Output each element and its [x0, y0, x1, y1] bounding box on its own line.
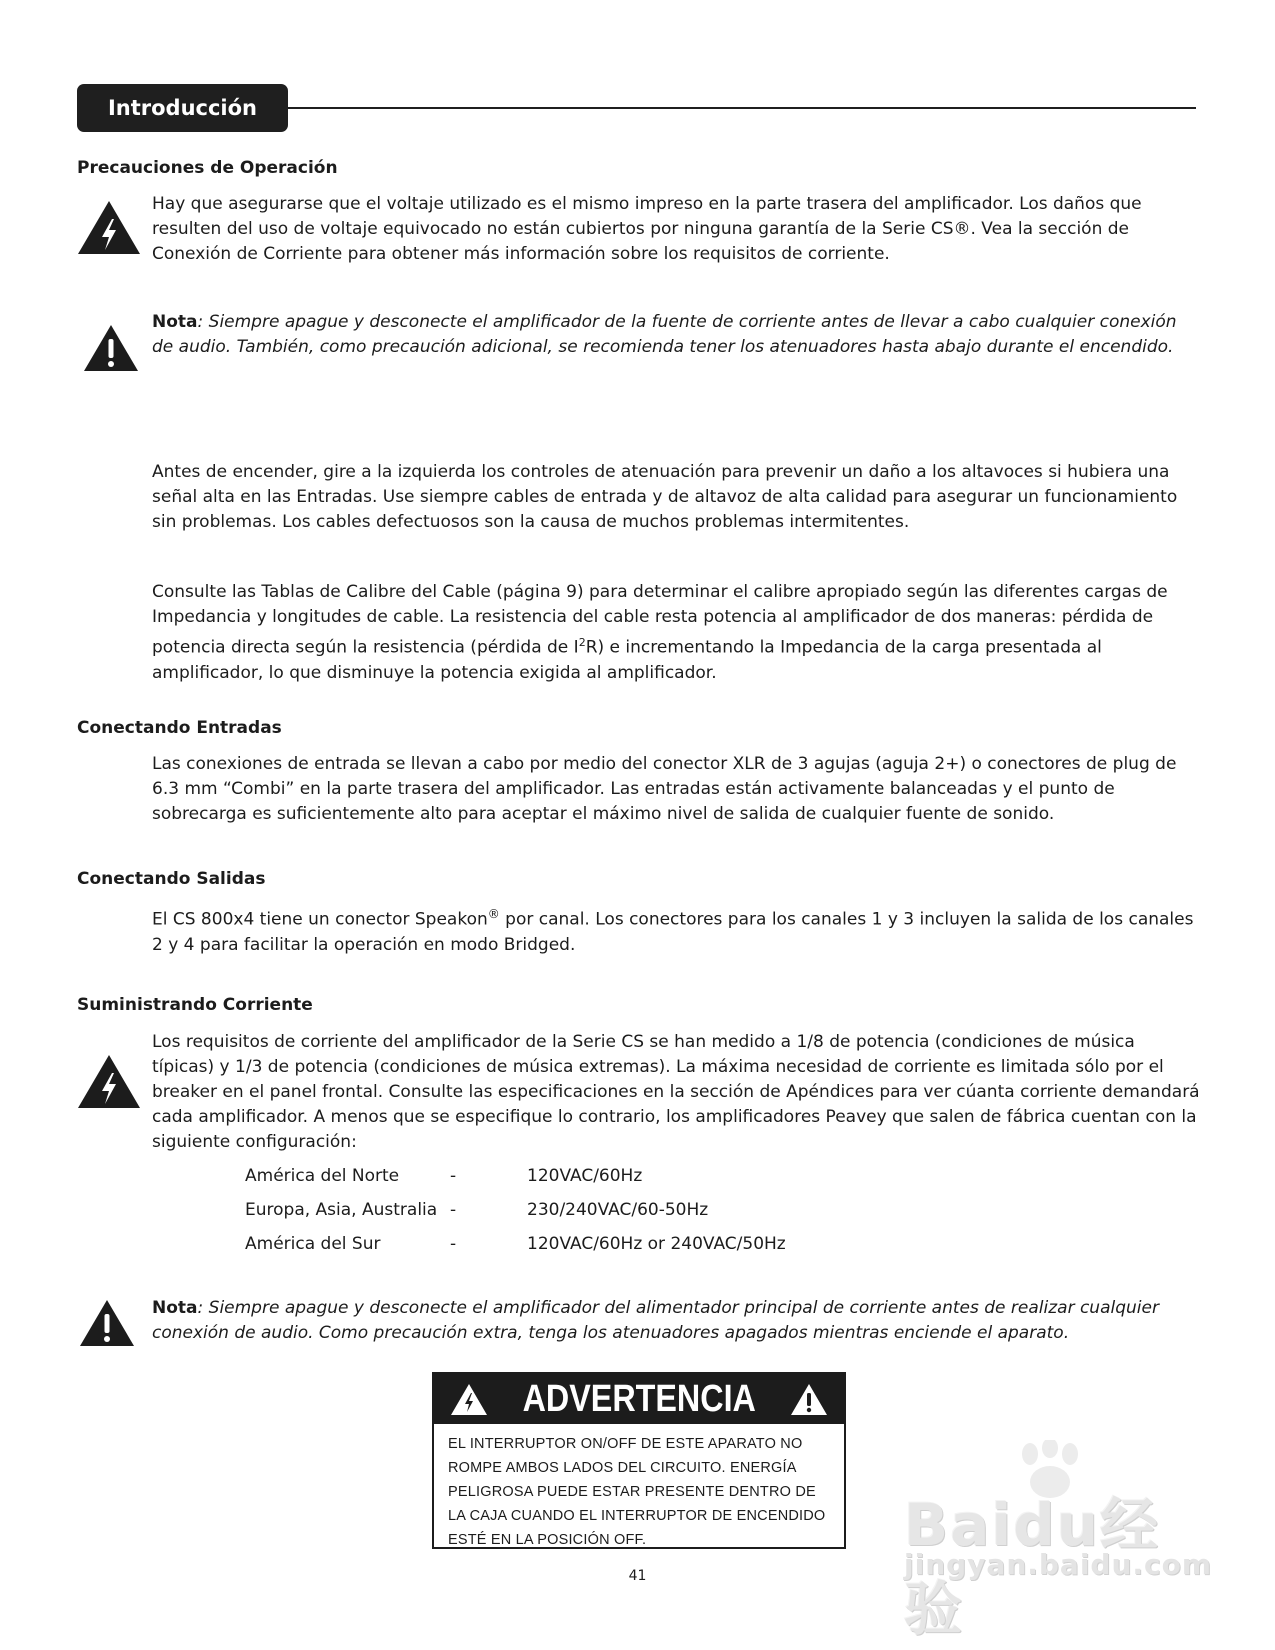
- watermark-logo: Baidu经验: [904, 1491, 1161, 1643]
- note-disconnect-mains: [152, 1296, 1202, 1346]
- cable-gauge-text-a: Consulte las Tablas de Calibre del Cable (página 9) para determinar el calibre apropiado según las diferentes cargas de Impedancia y longitudes de cable. La resistencia del cable resta potencia al amplificador de dos maneras: pérdida de potencia directa según la resistencia (pérdida de I: [152, 582, 1168, 658]
- note-body: : Siempre apague y desconecte el amplificador del alimentador principal de corriente antes de realizar cualquier conexión de audio. Como precaución extra, tenga los atenuadores apagados mientras enciende el aparato.: [152, 1298, 1159, 1343]
- region-cell: Europa, Asia, Australia: [245, 1200, 438, 1220]
- watermark: [890, 1440, 1213, 1643]
- heading-entradas: Conectando Entradas: [77, 718, 282, 738]
- paragraph-entradas: Las conexiones de entrada se llevan a cabo por medio del conector XLR de 3 agujas (aguja 2+) o conectores de plug de 6.3 mm “Combi” en la parte trasera del amplificador. Las entradas están activamente balanceadas y el punto de sobrecarga es suficientemente alto para aceptar el máximo nivel de salida de cualquier fuente de sonido.: [152, 754, 1177, 824]
- salidas-text-b: por canal. Los conectores para los canales 1 y 3 incluyen la salida de los canales 2 y 4 para facilitar la operación en modo Bridged.: [152, 909, 1194, 955]
- dash-cell: -: [450, 1200, 457, 1220]
- heading-salidas: Conectando Salidas: [77, 869, 266, 889]
- note-body: : Siempre apague y desconecte el amplificador de la fuente de corriente antes de llevar a cabo cualquier conexión de audio. También, como precaución adicional, se recomienda tener los atenuadores hasta abajo durante el encendido.: [152, 312, 1177, 357]
- warning-title: ADVERTENCIA: [522, 1377, 756, 1420]
- region-cell: América del Sur: [245, 1234, 381, 1254]
- spec-cell: 120VAC/60Hz or 240VAC/50Hz: [527, 1234, 786, 1254]
- paragraph-attenuation: Antes de encender, gire a la izquierda los controles de atenuación para prevenir un daño a los altavoces si hubiera una señal alta en las Entradas. Use siempre cables de entrada y de altavoz de alta calidad para asegurar un funcionamiento sin problemas. Los cables defectuosos son la causa de muchos problemas intermitentes.: [152, 462, 1178, 532]
- paragraph-voltage: Hay que asegurarse que el voltaje utilizado es el mismo impreso en la parte trasera del amplificador. Los daños que resulten del uso de voltaje equivocado no están cubiertos por ninguna garantía de la Serie CS®. Vea la sección de Conexión de Corriente para obtener más información sobre los requisitos de corriente.: [152, 194, 1142, 264]
- caution-exclamation-icon: [82, 323, 140, 373]
- warning-header: [434, 1374, 844, 1424]
- page-number: 41: [628, 1568, 647, 1584]
- note-disconnect-power: [152, 310, 1202, 360]
- paragraph-cable-gauge: [152, 580, 1202, 686]
- region-cell: América del Norte: [245, 1166, 400, 1186]
- dash-cell: -: [450, 1234, 457, 1254]
- note-label: Nota: [152, 1298, 198, 1318]
- warning-text: EL INTERRUPTOR ON/OFF DE ESTE APARATO NO ROMPE AMBOS LADOS DEL CIRCUITO. ENERGÍA PELIGROSA PUEDE ESTAR PRESENTE DENTRO DE LA CAJA CUANDO EL INTERRUPTOR DE ENCENDIDO ESTÉ EN LA POSICIÓN OFF.: [448, 1436, 826, 1548]
- spec-cell: 230/240VAC/60-50Hz: [527, 1200, 709, 1220]
- registered-mark: ®: [487, 907, 500, 921]
- cable-gauge-text-b: R) e incrementando la Impedancia de la carga presentada al amplificador, lo que disminuye la potencia exigida al amplificador.: [152, 637, 1102, 683]
- superscript-2: 2: [578, 636, 586, 649]
- note-label: Nota: [152, 312, 198, 332]
- dash-cell: -: [450, 1166, 457, 1186]
- section-title: Introducción: [107, 96, 258, 120]
- heading-precauciones: Precauciones de Operación: [77, 158, 338, 178]
- electric-shock-warning-icon: [76, 1053, 142, 1110]
- section-title-tab: [77, 84, 288, 132]
- paragraph-salidas: [152, 902, 1202, 958]
- heading-corriente: Suministrando Corriente: [77, 995, 313, 1015]
- watermark-url: jingyan.baidu.com: [904, 1548, 1213, 1581]
- caution-exclamation-icon: [790, 1383, 828, 1416]
- salidas-text-a: El CS 800x4 tiene un conector Speakon: [152, 909, 488, 930]
- paragraph-corriente: Los requisitos de corriente del amplificador de la Serie CS se han medido a 1/8 de potencia (condiciones de música típicas) y 1/3 de potencia (condiciones de música extremas). La máxima necesidad de corriente es limitada sólo por el breaker en el panel frontal. Consulte las especificaciones en la sección de Apéndices para ver cúanta corriente demandará cada amplificador. A menos que se especifique lo contrario, los amplificadores Peavey que salen de fábrica cuentan con la siguiente configuración:: [152, 1032, 1200, 1152]
- warning-box: [432, 1372, 846, 1549]
- spec-cell: 120VAC/60Hz: [527, 1166, 643, 1186]
- section-divider: [288, 107, 1196, 109]
- electric-shock-warning-icon: [450, 1383, 488, 1416]
- electric-shock-warning-icon: [76, 199, 142, 256]
- caution-exclamation-icon: [78, 1298, 136, 1348]
